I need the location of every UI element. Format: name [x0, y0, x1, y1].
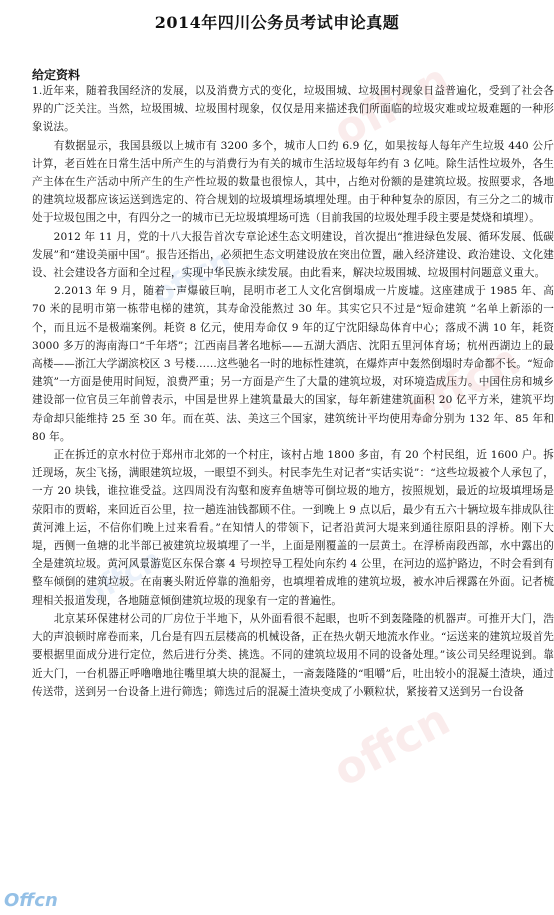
document-body [32, 82, 554, 701]
paragraph: 有数据显示，我国县级以上城市有 3200 多个，城市人口约 6.9 亿，如果按每人每年产生垃圾 440 公斤计算，老百姓在日常生活中所产生的与消费行为有关的城市生活垃圾每年约有 3 亿吨。除生活性垃圾外，各生产主体在生产活动中所产生的生产性垃圾的数量也很惊人，其中，占绝对份额的是建筑垃圾。按照要求，各地的建筑垃圾都应该运送到选定的、符合规划的垃圾填埋场填埋处理。由于种种复杂的原因，有三分之二的城市处于垃圾包围之中，有四分之一的城市已无垃圾填埋场可选（目前我国的垃圾处理手段主要是焚烧和填埋）。 [32, 139, 554, 225]
watermark: offcn [325, 694, 459, 797]
watermark: offcn [76, 542, 168, 613]
document-title: 2014年四川公务员考试申论真题 [154, 13, 400, 32]
watermark: offcn [325, 54, 459, 157]
brand-logo: Offcn [4, 890, 58, 911]
watermark: offcn [395, 334, 529, 437]
paragraph: 2012 年 11 月，党的十八大报告首次专章论述生态文明建设，首次提出“推进绿色发展、循环发展、低碳发展”和“建设美丽中国”。报告还指出，必须把生态文明建设放在突出位置，融入经济建设、政治建设、文化建设、社会建设各方面和全过程，实现中华民族永续发展。由此看来，解决垃圾围城、垃圾围村问题意义重大。 [32, 230, 554, 280]
paragraph: 北京某环保建材公司的厂房位于半地下，从外面看很不起眼，也听不到轰隆隆的机器声。可推开大门，浩大的声浪顿时席卷而来，几台是有四五层楼高的机械设备，正在热火朝天地流水作业。“运送来的建筑垃圾首先要根据里面成分进行定位，然后进行分类、挑选。不同的建筑垃圾用不同的设备处理。”该公司吴经理说到。靠近大门，一台机器正呼噜噜地往嘴里填大块的混凝土，一斋轰隆隆的“咀嚼”后，吐出较小的混凝土渣块，通过传送带，送到另一台设备上进行筛选；筛选过后的混凝土渣块变成了小颗粒状，紧接着又送到另一台设备 [32, 612, 554, 698]
watermark: offcn [146, 242, 238, 313]
paragraph: 2.2013 年 9 月，随着一声爆破巨响，昆明市老工人文化宫倒塌成一片废墟。这座建成于 1985 年、高 70 米的昆明市第一栋带电梯的建筑，其寿命没能熬过 30 年。其实它只不过是“短命建筑 ”名单上新添的一个，而且远不是极端案例。耗资 8 亿元，使用寿命仅 9 年的辽宁沈阳绿岛体育中心；落成不满 10 年，耗资 3000 多万的海南海口“千年塔”；江西南昌著名地标——五湖大酒店、沈阳五里河体育场；杭州西湖边上的最高楼——浙江大学湖滨校区 3 号楼……这些驰名一时的地标性建筑，在爆炸声中轰然倒塌时寿命都不长。“短命建筑”一方面是使用时间短，浪费严重；另一方面是产生了大量的建筑垃圾，对环境造成压力。中国住房和城乡建设部一位官员三年前曾表示，中国是世界上建筑量最大的国家，每年新建建筑面积 20 亿平方米，建筑平均寿命却只能维持 25 至 30 年。而在英、法、美这三个国家，建筑统计平均使用寿命分别为 132 年、85 年和 80 年。 [32, 285, 554, 443]
paragraph: 正在拆迁的京水村位于郑州市北郊的一个村庄，该村占地 1800 多亩，有 20 个村民组，近 1600 户。拆迁现场，灰尘飞扬，满眼建筑垃圾，一眼望不到头。村民李先生对记者“实话实说”：“这些垃圾被个人承包了，一方 20 块钱，谁拉谁受益。这四周没有沟壑和废弃鱼塘等可倒垃圾的地方，按照规划，最近的垃圾填埋场是荥阳市的贾峪，来回近百公里，拉一趟连油钱都顾不住。一到晚上 9 点以后，最少有五六十辆垃圾车排成队往黄河滩上运，不信你们晚上过来看看。”在知情人的带领下，记者沿黄河大堤来到通往原阳县的浮桥。刚下大堤，西侧一鱼塘的北半部已被建筑垃圾填埋了一半，上面是刚覆盖的一层黄土。在浮桥南段西部，水中露出的全是建筑垃圾。黄河风景游览区东保合寨 4 号坝控导工程处向东约 4 公里，在河边的巡护路边，不时会看到有整车倾倒的建筑垃圾。在南裹头附近停靠的渔船旁，也填埋着成堆的建筑垃圾，被水冲后裸露在外面。记者梳理相关报道发现，各地随意倾倒建筑垃圾的现象有一定的普遍性。 [32, 449, 554, 607]
paragraph: 1.近年来，随着我国经济的发展，以及消费方式的变化，垃圾围城、垃圾围村现象日益普遍化，受到了社会各界的广泛关注。当然，垃圾围城、垃圾围村现象，仅仅是用来描述我们所面临的垃圾灾难或垃圾难题的一种形象说法。 [32, 85, 554, 134]
section-heading: 给定资料 [32, 68, 81, 82]
